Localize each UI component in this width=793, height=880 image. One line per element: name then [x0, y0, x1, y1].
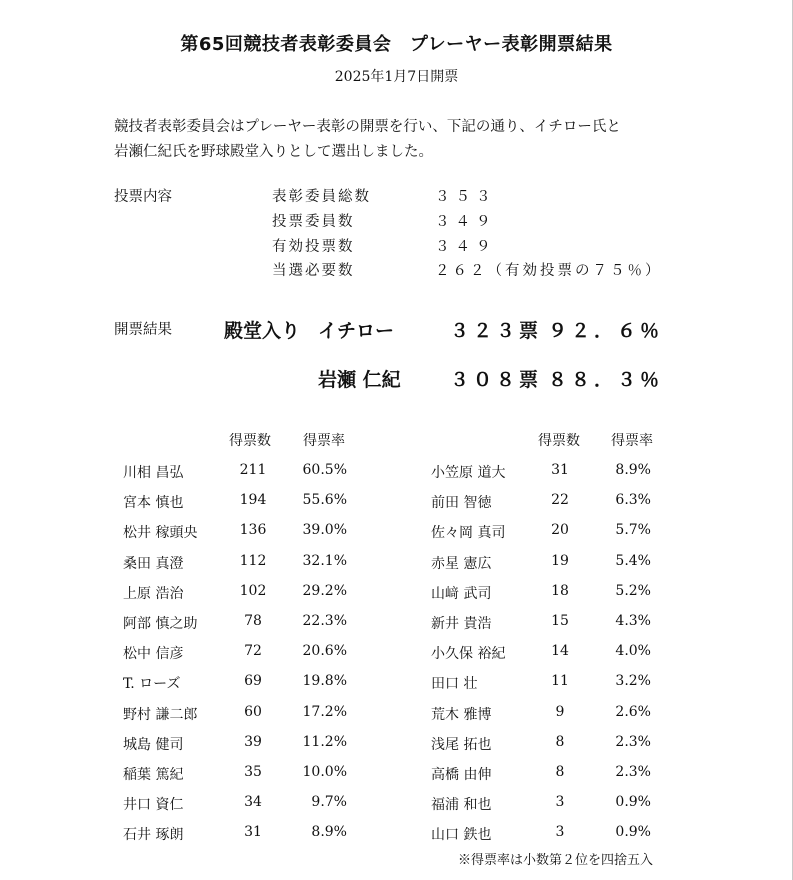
- induction-label: 殿堂入り: [224, 320, 301, 342]
- candidate-votes: 20: [551, 522, 569, 538]
- candidate-rate: 0.9%: [615, 794, 651, 810]
- inductee-rate-2: ８８．３％: [548, 369, 664, 391]
- candidate-votes: 8: [555, 764, 565, 780]
- candidate-votes: 194: [239, 492, 267, 508]
- voting-value-voters: ３４９: [435, 214, 497, 230]
- candidate-name: 福浦 和也: [431, 797, 492, 813]
- candidate-votes: 35: [244, 764, 262, 780]
- candidate-rate: 0.9%: [615, 824, 651, 840]
- candidate-rate: 20.6%: [302, 643, 347, 659]
- candidate-votes: 15: [551, 613, 569, 629]
- candidate-rate: 4.3%: [615, 613, 651, 629]
- candidate-name: 佐々岡 真司: [431, 525, 506, 541]
- candidate-name: 小久保 裕紀: [431, 646, 506, 662]
- candidate-votes: 3: [555, 794, 565, 810]
- voting-value-required: ２６２（有効投票の７５％）: [435, 263, 663, 279]
- candidate-rate: 39.0%: [302, 522, 347, 538]
- voting-value-total: ３５３: [435, 189, 497, 205]
- candidate-rate: 6.3%: [615, 492, 651, 508]
- voting-key-voters: 投票委員数: [272, 214, 355, 230]
- candidate-rate: 2.6%: [615, 704, 651, 720]
- candidate-rate: 3.2%: [615, 673, 651, 689]
- candidate-name: 山口 鉄也: [431, 827, 492, 843]
- inductee-votes-1: ３２３票: [450, 320, 543, 342]
- left-rate-header: 得票率: [303, 433, 345, 449]
- candidate-rate: 55.6%: [302, 492, 347, 508]
- intro-paragraph: [114, 115, 621, 165]
- candidate-rate: 17.2%: [302, 704, 347, 720]
- candidate-name: 桑田 真澄: [123, 556, 184, 572]
- candidate-rate: 5.7%: [615, 522, 651, 538]
- candidate-name: 井口 資仁: [123, 797, 184, 813]
- candidate-rate: 32.1%: [302, 553, 347, 569]
- candidate-votes: 60: [244, 704, 262, 720]
- candidate-votes: 34: [244, 794, 262, 810]
- candidate-name: 荒木 雅博: [431, 707, 492, 723]
- candidate-votes: 19: [551, 553, 569, 569]
- candidate-name: 阿部 慎之助: [123, 616, 198, 632]
- candidate-votes: 31: [244, 824, 262, 840]
- candidate-name: 浅尾 拓也: [431, 737, 492, 753]
- footnote: ※得票率は小数第２位を四捨五入: [458, 853, 654, 868]
- voting-key-required: 当選必要数: [272, 263, 355, 279]
- candidate-name: 石井 琢朗: [123, 827, 184, 843]
- candidate-name: 稲葉 篤紀: [123, 767, 184, 783]
- candidate-name: T. ローズ: [123, 676, 181, 692]
- candidate-votes: 11: [551, 673, 569, 689]
- candidate-votes: 18: [551, 583, 569, 599]
- inductee-votes-2: ３０８票: [450, 369, 543, 391]
- candidate-name: 上原 浩治: [123, 586, 184, 602]
- candidate-votes: 78: [244, 613, 262, 629]
- candidate-rate: 19.8%: [302, 673, 347, 689]
- candidate-votes: 14: [551, 643, 569, 659]
- count-date: 2025年1月7日開票: [334, 69, 459, 85]
- candidate-name: 宮本 慎也: [123, 495, 184, 511]
- candidate-rate: 9.7%: [311, 794, 347, 810]
- intro-line-2: 岩瀬仁紀氏を野球殿堂入りとして選出しました。: [114, 144, 433, 160]
- inductee-name-2: 岩瀬 仁紀: [318, 369, 401, 391]
- candidate-name: 赤星 憲広: [431, 556, 492, 572]
- candidate-name: 野村 謙二郎: [123, 707, 198, 723]
- candidate-rate: 22.3%: [302, 613, 347, 629]
- candidate-rate: 5.2%: [615, 583, 651, 599]
- candidate-votes: 112: [239, 553, 267, 569]
- candidate-rate: 11.2%: [302, 734, 347, 750]
- candidate-votes: 136: [239, 522, 267, 538]
- candidate-votes: 69: [244, 673, 262, 689]
- candidate-votes: 211: [239, 462, 267, 478]
- candidate-name: 田口 壮: [431, 676, 478, 692]
- candidate-rate: 2.3%: [615, 734, 651, 750]
- voting-key-valid: 有効投票数: [272, 239, 355, 255]
- voting-value-valid: ３４９: [435, 239, 497, 255]
- candidate-name: 川相 昌弘: [123, 465, 184, 481]
- right-votes-header: 得票数: [538, 433, 580, 449]
- candidate-rate: 8.9%: [615, 462, 651, 478]
- candidate-name: 松井 稼頭央: [123, 525, 198, 541]
- candidate-votes: 22: [551, 492, 569, 508]
- candidate-votes: 9: [555, 704, 565, 720]
- results-label: 開票結果: [114, 322, 172, 338]
- inductee-rate-1: ９２．６％: [548, 320, 664, 342]
- candidate-votes: 3: [555, 824, 565, 840]
- inductee-name-1: イチロー: [318, 320, 395, 342]
- candidate-votes: 39: [244, 734, 262, 750]
- candidate-name: 高橋 由伸: [431, 767, 492, 783]
- voting-label: 投票内容: [114, 189, 172, 205]
- voting-key-total: 表彰委員総数: [272, 189, 371, 205]
- candidate-rate: 8.9%: [311, 824, 347, 840]
- candidate-rate: 29.2%: [302, 583, 347, 599]
- left-votes-header: 得票数: [229, 433, 271, 449]
- candidate-rate: 5.4%: [615, 553, 651, 569]
- candidate-name: 小笠原 道大: [431, 465, 506, 481]
- candidate-name: 松中 信彦: [123, 646, 184, 662]
- candidate-rate: 2.3%: [615, 764, 651, 780]
- candidate-votes: 8: [555, 734, 565, 750]
- candidate-name: 城島 健司: [123, 737, 184, 753]
- candidate-rate: 10.0%: [302, 764, 347, 780]
- right-rate-header: 得票率: [611, 433, 653, 449]
- intro-line-1: 競技者表彰委員会はプレーヤー表彰の開票を行い、下記の通り、イチロー氏と: [114, 119, 621, 135]
- candidate-name: 山﨑 武司: [431, 586, 492, 602]
- candidate-name: 前田 智徳: [431, 495, 492, 511]
- candidate-votes: 72: [244, 643, 262, 659]
- candidate-name: 新井 貴浩: [431, 616, 492, 632]
- candidate-rate: 4.0%: [615, 643, 651, 659]
- candidate-votes: 102: [239, 583, 267, 599]
- candidate-votes: 31: [551, 462, 569, 478]
- candidate-rate: 60.5%: [302, 462, 347, 478]
- document-title: 第65回競技者表彰委員会 プレーヤー表彰開票結果: [180, 34, 613, 55]
